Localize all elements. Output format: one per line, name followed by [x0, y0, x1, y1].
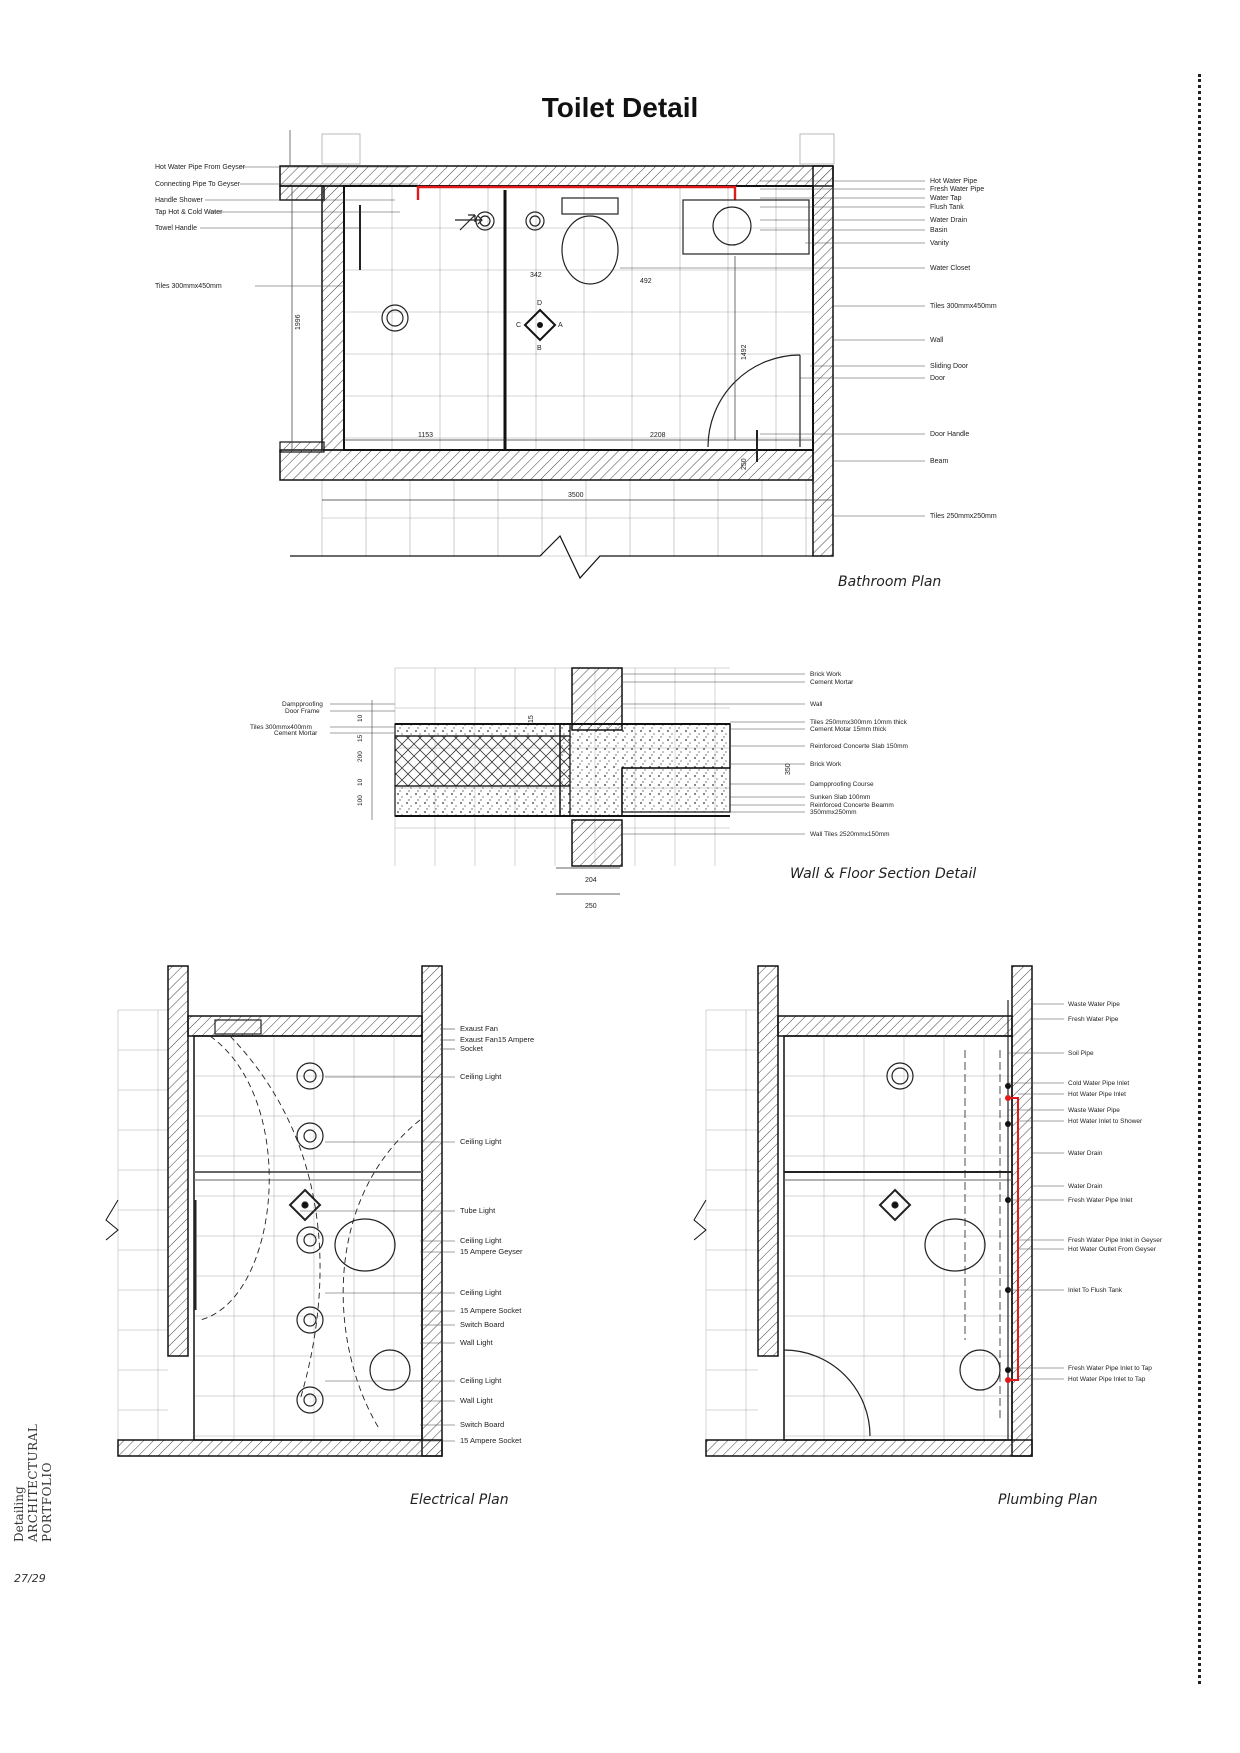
- bathroom-plan: [155, 130, 997, 578]
- bp-labels-label: Water Drain: [930, 217, 968, 224]
- ep-labels-label: Switch Board: [460, 1420, 505, 1429]
- bp-labels-label: Hot Water Pipe From Geyser: [155, 164, 245, 171]
- bathroom-fixtures: [360, 198, 809, 462]
- ep-labels-label: Switch Board: [460, 1320, 505, 1329]
- ep-labels-label: Ceiling Light: [460, 1236, 502, 1245]
- ep-labels-label: 15 Ampere Geyser: [460, 1247, 523, 1256]
- door-swing-icon: [708, 355, 800, 447]
- vanity-icon: [683, 200, 809, 254]
- plumbing-tile-grid: [706, 1010, 1012, 1440]
- caption-bathroom-plan: Bathroom Plan: [838, 574, 942, 590]
- electrical-tile-grid: [118, 1010, 422, 1440]
- pp-labels-label: Fresh Water Pipe Inlet in Geyser: [1068, 1237, 1163, 1244]
- water-closet-icon: [562, 216, 618, 284]
- plumbing-fixtures: [784, 1000, 1008, 1440]
- pp-labels-label: Fresh Water Pipe: [1068, 1016, 1119, 1023]
- ep-labels-label: Wall Light: [460, 1396, 493, 1405]
- section-dim-left: 15: [357, 734, 364, 742]
- sd-labels-label: Tiles 250mmx300mm 10mm thick: [810, 719, 907, 726]
- dim-250: 250: [741, 458, 748, 470]
- ep-labels-label: Exaust Fan15 Ampere: [460, 1035, 535, 1044]
- bathroom-walls: [280, 130, 834, 556]
- pp-labels-label: Fresh Water Pipe Inlet to Tap: [1068, 1365, 1152, 1372]
- dim-350: 350: [785, 763, 792, 775]
- sd-labels-label: Wall Tiles 2520mmx150mm: [810, 831, 890, 838]
- caption-section-detail: Wall & Floor Section Detail: [790, 866, 977, 882]
- caption-electrical-plan: Electrical Plan: [410, 1492, 509, 1508]
- sd-labels-label: Tiles 300mmx400mm: [250, 724, 312, 731]
- electrical-fixtures: [195, 1020, 420, 1430]
- pp-labels-label: Hot Water Pipe Inlet to Tap: [1068, 1376, 1146, 1383]
- section-dim-left: 200: [357, 751, 364, 762]
- dim-main-width: 2208: [650, 432, 666, 439]
- sd-labels-label: Wall: [810, 701, 823, 708]
- sd-labels-label: Dampproofing Course: [810, 781, 874, 788]
- compass-icon: [516, 300, 563, 352]
- bp-labels-label: Towel Handle: [155, 225, 198, 232]
- bp-labels-label: Tap Hot & Cold Water: [155, 209, 223, 216]
- ep-labels-label: Wall Light: [460, 1338, 493, 1347]
- ep-labels-label: 15 Ampere Socket: [460, 1306, 522, 1315]
- pp-labels-label: Soil Pipe: [1068, 1050, 1094, 1057]
- ep-labels-label: Ceiling Light: [460, 1288, 502, 1297]
- bp-labels-label: Connecting Pipe To Geyser: [155, 181, 241, 188]
- bp-labels-label: Flush Tank: [930, 204, 964, 211]
- dim-492: 492: [640, 278, 652, 285]
- electrical-callouts: [300, 1024, 534, 1445]
- ep-labels-label: Ceiling Light: [460, 1137, 502, 1146]
- ep-labels-label: Ceiling Light: [460, 1072, 502, 1081]
- pp-labels-label: Hot Water Pipe Inlet: [1068, 1091, 1126, 1098]
- compass-label-a: A: [558, 322, 563, 329]
- bp-labels-label: Vanity: [930, 240, 949, 247]
- caption-plumbing-plan: Plumbing Plan: [998, 1492, 1098, 1508]
- sd-labels-label: 350mmx250mm: [810, 809, 857, 816]
- bp-labels-label: Hot Water Pipe: [930, 178, 978, 185]
- sd-labels-label: Reinforced Concerte Slab 150mm: [810, 743, 908, 750]
- ep-labels-label: Ceiling Light: [460, 1376, 502, 1385]
- pp-labels-label: Inlet To Flush Tank: [1068, 1287, 1122, 1294]
- sd-labels-label: Reinforced Concerte Beamm: [810, 802, 894, 809]
- bp-labels-label: Door Handle: [930, 431, 970, 438]
- bp-labels-label: Fresh Water Pipe: [930, 186, 985, 193]
- ep-labels-label: Tube Light: [460, 1206, 496, 1215]
- bp-labels-label: Tiles 300mmx450mm: [930, 303, 997, 310]
- compass-label-b: B: [537, 345, 542, 352]
- page-title: Toilet Detail: [541, 92, 699, 123]
- pp-labels-label: Hot Water Inlet to Shower: [1068, 1118, 1143, 1125]
- bp-labels-label: Beam: [930, 458, 949, 465]
- bp-labels-label: Tiles 250mmx250mm: [930, 513, 997, 520]
- sd-labels-label: Door Frame: [285, 708, 320, 715]
- page-number: 27/29: [14, 1572, 46, 1585]
- portfolio-line2: ARCHITECTURAL PORTFOLIO: [26, 1423, 54, 1542]
- dim-section-15: 15: [528, 715, 535, 723]
- portfolio-label: [12, 1372, 54, 1542]
- sd-labels-label: Cement Motar 15mm thick: [810, 726, 887, 733]
- bp-labels-label: Sliding Door: [930, 363, 969, 370]
- dim-height: 1996: [295, 314, 302, 330]
- dim-section-250: 250: [585, 903, 597, 910]
- bp-labels-label: Door: [930, 375, 946, 382]
- section-dim-left: 10: [357, 778, 364, 786]
- bp-labels-label: Handle Shower: [155, 197, 203, 204]
- electrical-plan: [106, 966, 534, 1456]
- pp-labels-label: Water Drain: [1068, 1183, 1103, 1190]
- bp-labels-label: Water Tap: [930, 195, 962, 202]
- pp-labels-label: Fresh Water Pipe Inlet: [1068, 1197, 1133, 1204]
- bp-labels-label: Water Closet: [930, 265, 971, 272]
- sd-labels-label: Cement Mortar: [810, 679, 854, 686]
- section-dim-left: 10: [357, 714, 364, 722]
- bathroom-tile-grid: [322, 186, 813, 556]
- bp-labels-label: Tiles 300mmx450mm: [155, 283, 222, 290]
- compass-label-c: C: [516, 322, 522, 329]
- pp-labels-label: Water Drain: [1068, 1150, 1103, 1157]
- sd-labels-label: Dampproofing: [282, 701, 323, 708]
- ep-labels-label: 15 Ampere Socket: [460, 1436, 522, 1445]
- bp-labels-label: Basin: [930, 227, 948, 234]
- bp-labels-label: Wall: [930, 337, 944, 344]
- plumbing-plan: [694, 966, 1163, 1456]
- dim-1492: 1492: [741, 344, 748, 360]
- basin-icon: [713, 207, 751, 245]
- floor-drain-icon: [382, 305, 408, 331]
- pp-labels-label: Waste Water Pipe: [1068, 1107, 1120, 1114]
- dim-shower-width: 1153: [418, 432, 434, 439]
- section-dim-left: 100: [357, 795, 364, 806]
- sd-labels-label: Brick Work: [810, 671, 842, 678]
- pp-labels-label: Waste Water Pipe: [1068, 1001, 1120, 1008]
- sd-labels-label: Brick Work: [810, 761, 842, 768]
- pp-labels-label: Cold Water Pipe Inlet: [1068, 1080, 1130, 1087]
- dotted-margin-line: [1198, 74, 1201, 1684]
- dim-overall: 3500: [568, 492, 584, 499]
- sd-labels-label: Cement Mortar: [274, 730, 318, 737]
- sd-labels-label: Sunken Slab 100mm: [810, 794, 871, 801]
- pp-labels-label: Hot Water Outlet From Geyser: [1068, 1246, 1156, 1253]
- dim-204: 204: [585, 877, 597, 884]
- portfolio-line1: Detailing: [12, 1486, 26, 1542]
- ep-labels-label: Exaust Fan: [460, 1024, 498, 1033]
- compass-label-d: D: [537, 300, 543, 307]
- ep-labels-label: Socket: [460, 1044, 483, 1053]
- dim-342: 342: [530, 272, 542, 279]
